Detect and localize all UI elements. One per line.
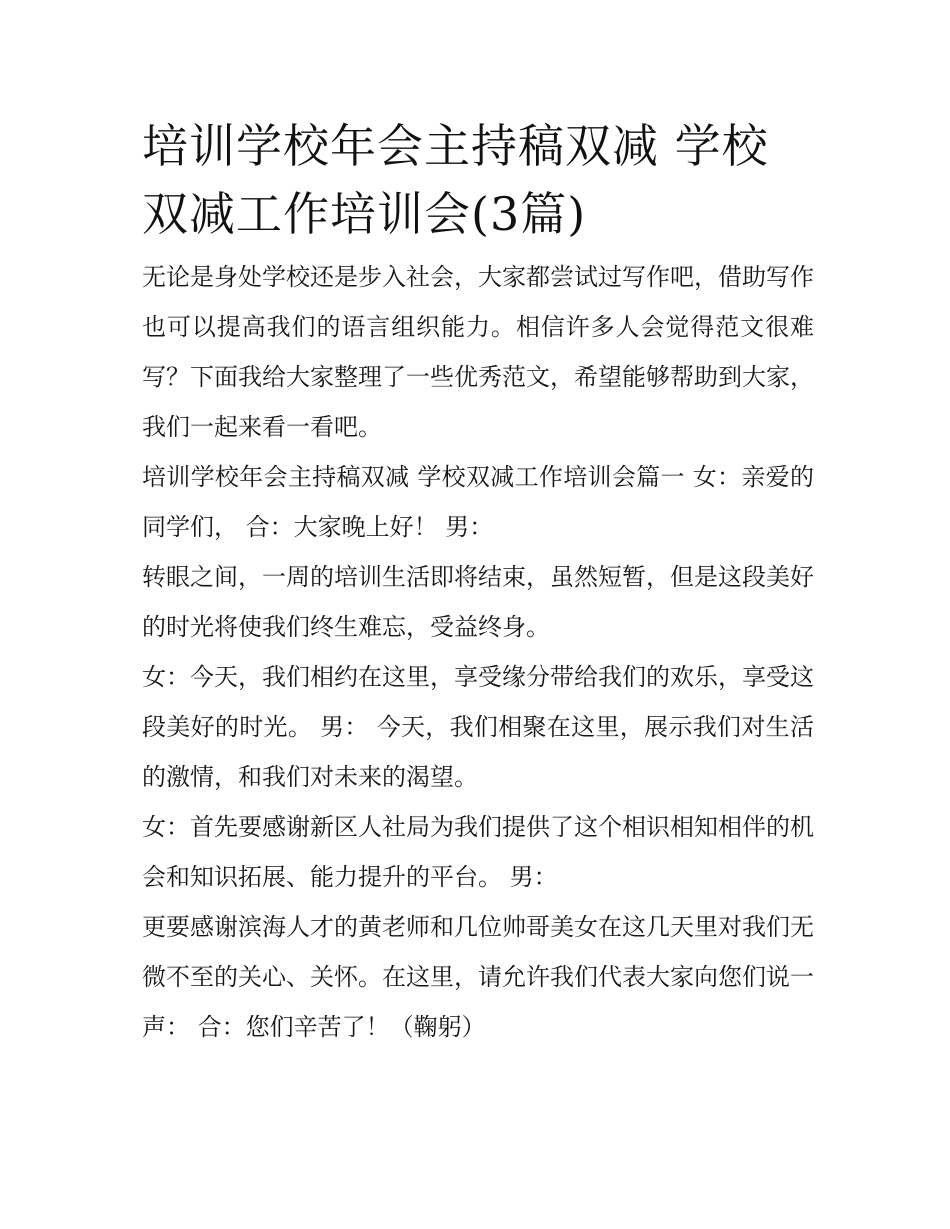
paragraph-intro: 无论是身处学校还是步入社会，大家都尝试过写作吧，借助写作也可以提高我们的语言组织能力。相信许多人会觉得范文很难写？下面我给大家整理了一些优秀范文，希望能够帮助到大家，我们一起来看一看吧。: [142, 263, 814, 441]
document-page: [142, 112, 814, 1052]
paragraph-farewell: 转眼之间，一周的培训生活即将结束，虽然短暂，但是这段美好的时光将使我们终生难忘，受益终身。: [142, 563, 814, 641]
paragraph-thanks-bureau: 女：首先要感谢新区人社局为我们提供了这个相识相知相伴的机会和知识拓展、能力提升的平台。 男：: [142, 813, 814, 891]
document-title: 培训学校年会主持稿双减 学校双减工作培训会(3篇): [142, 119, 769, 241]
paragraph-thanks-teachers: 更要感谢滨海人才的黄老师和几位帅哥美女在这几天里对我们无微不至的关心、关怀。在这里，请允许我们代表大家向您们说一声： 合：您们辛苦了！（鞠躬）: [142, 913, 814, 1041]
paragraph-gathering: 女：今天，我们相约在这里，享受缘分带给我们的欢乐，享受这段美好的时光。 男： 今天，我们相聚在这里，展示我们对生活的激情，和我们对未来的渴望。: [142, 663, 814, 791]
paragraph-opening: 培训学校年会主持稿双减 学校双减工作培训会篇一 女：亲爱的同学们， 合：大家晚上好！ 男：: [142, 463, 814, 541]
